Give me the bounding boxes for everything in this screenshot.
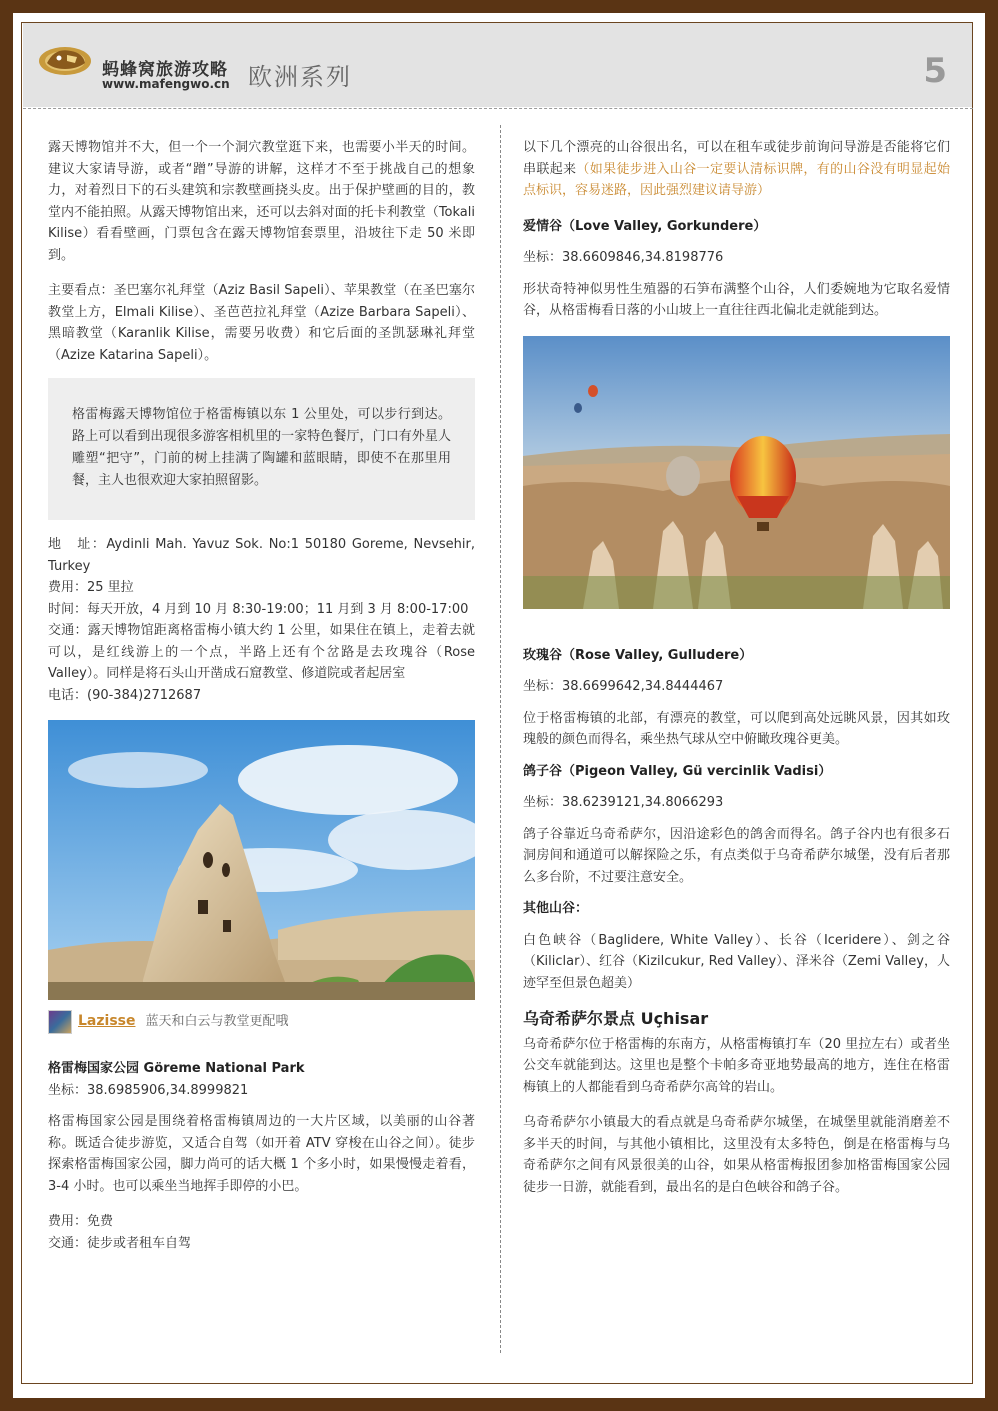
pigeon-valley-title: 鸽子谷（Pigeon Valley, Gü vercinlik Vadisi） — [523, 763, 832, 779]
photo-caption: 蓝天和白云与教堂更配哦 — [145, 1014, 289, 1030]
uchisar-paragraph-1: 乌奇希萨尔位于格雷梅的东南方，从格雷梅镇打车（20 里拉左右）或者坐公交车就能到达。这里也是整个卡帕多奇亚地势最高的地方，连住在格雷梅镇上的人都能看到乌奇希萨尔高耸的岩山。 — [523, 1036, 950, 1095]
museum-paragraph: 露天博物馆并不大，但一个一个洞穴教堂逛下来，也需要小半天的时间。建议大家请导游，或者“蹭”导游的讲解，这样才不至于挑战自己的想象力，对着烈日下的石头建筑和宗教壁画挠头皮。出于保护壁画的目的，教堂内不能拍照。从露天博物馆出来，还可以去斜对面的托卡利教堂（Tokali Kilise）看看壁画，门票包含在露天博物馆套票里，沿坡往下走 50 米即到。 — [48, 140, 475, 263]
valleys-intro-text: 以下几个漂亮的山谷很出名，可以在租车或徒步前询问导游是否能将它们串联起来 — [523, 140, 950, 177]
love-valley-title: 爱情谷（Love Valley, Gorkundere） — [523, 218, 767, 234]
other-valleys-title: 其他山谷： — [523, 901, 589, 916]
hours-line: 时间：每天开放，4 月到 10 月 8:30-19:00；11 月到 3 月 8:00-17:00 — [48, 601, 469, 617]
brand-url[interactable]: www.mafengwo.cn — [102, 77, 230, 91]
rose-valley-description: 位于格雷梅镇的北部，有漂亮的教堂，可以爬到高处远眺风景，因其如玫瑰般的颜色而得名，乘坐热气球从空中俯瞰玫瑰谷更美。 — [523, 710, 950, 747]
fee-line: 费用：25 里拉 — [48, 580, 134, 595]
park-description: 格雷梅国家公园是围绕着格雷梅镇周边的一大片区域，以美丽的山谷著称。既适合徒步游览，又适合自驾（如开着 ATV 穿梭在山谷之间）。徒步探索格雷梅国家公园，脚力尚可的话大概 1 个多小时，如果慢慢走着看，3-4 小时。也可以乘坐当地挥手即停的小巴。 — [48, 1114, 475, 1194]
love-valley-coordinates: 坐标：38.6609846,34.8198776 — [523, 250, 724, 265]
park-coordinates: 坐标：38.6985906,34.8999821 — [48, 1082, 249, 1098]
uchisar-paragraph-2: 乌奇希萨尔小镇最大的看点就是乌奇希萨尔城堡，在城堡里就能消磨差不多半天的时间，与其他小镇相比，这里没有太多特色，倒是在格雷梅与乌奇希萨尔之间有风景很美的山谷，如果从格雷梅报团参加格雷梅国家公园徒步一日游，就能看到，最出名的是白色峡谷和鸽子谷。 — [523, 1115, 950, 1195]
church-rock-photo — [48, 720, 475, 1000]
valleys-intro — [523, 137, 950, 202]
header-divider — [23, 108, 973, 109]
phone-line: 电话：(90-384)2712687 — [48, 687, 202, 703]
other-valleys-description: 白色峡谷（Baglidere, White Valley）、长谷（Iceridere）、剑之谷（Kiliclar）、红谷（Kizilcukur, Red Valley）、泽米谷（Zemi Valley，人迹罕至但景色超美） — [523, 932, 950, 991]
park-fee: 费用：免费 — [48, 1214, 114, 1229]
valleys-warning: （如果徒步进入山谷一定要认清标识牌，有的山谷没有明显起始点标识，容易迷路，因此强烈建议请导游） — [523, 161, 950, 198]
credit-username-link[interactable]: Lazisse — [78, 1013, 136, 1030]
balloon-photo — [523, 336, 950, 609]
pigeon-valley-coordinates: 坐标：38.6239121,34.8066293 — [523, 795, 724, 810]
brand-name: 蚂蜂窝旅游攻略 — [102, 60, 228, 80]
rose-valley-title: 玫瑰谷（Rose Valley, Gulludere） — [523, 647, 753, 663]
series-title: 欧洲系列 — [248, 63, 352, 91]
page — [13, 13, 985, 1398]
love-valley-description: 形状奇特神似男性生殖器的石笋布满整个山谷，人们委婉地为它取名爱情谷，从格雷梅看日落的小山坡上一直往往西北偏北走就能到达。 — [523, 281, 950, 318]
left-column — [48, 137, 475, 1254]
rose-valley-coordinates: 坐标：38.6699642,34.8444467 — [523, 679, 724, 694]
transport-line: 交通：露天博物馆距离格雷梅小镇大约 1 公里，如果住在镇上，走着去就可以，是红线游上的一个点，半路上还有个岔路是去玫瑰谷（Rose Valley）。同样是将石头山开凿成石窟教堂、修道院或者起居室 — [48, 623, 475, 681]
page-number: 5 — [923, 51, 947, 91]
tip-box — [48, 378, 475, 520]
tip-text: 格雷梅露天博物馆位于格雷梅镇以东 1 公里处，可以步行到达。路上可以看到出现很多游客相机里的一家特色餐厅，门口有外星人雕塑“把守”，门前的树上挂满了陶罐和蓝眼睛，即使不在那里用餐，主人也很欢迎大家拍照留影。 — [72, 407, 451, 488]
photo-credit — [48, 1010, 475, 1034]
address-line: 地 址：Aydinli Mah. Yavuz Sok. No:1 50180 Goreme, Nevsehir, Turkey — [48, 537, 475, 574]
mafengwo-logo-icon — [37, 41, 93, 77]
right-column — [523, 137, 950, 1198]
highlights-paragraph: 主要看点：圣巴塞尔礼拜堂（Aziz Basil Sapeli）、苹果教堂（在圣巴塞尔教堂上方，Elmali Kilise）、圣芭芭拉礼拜堂（Azize Barbara Sapeli）、黑暗教堂（Karanlik Kilise，需要另收费）和它后面的圣凯瑟琳礼拜堂（Azize Katarina Sapeli）。 — [48, 283, 475, 363]
park-title: 格雷梅国家公园 Göreme National Park — [48, 1061, 305, 1076]
pigeon-valley-description: 鸽子谷靠近乌奇希萨尔，因沿途彩色的鸽舍而得名。鸽子谷内也有很多石洞房间和通道可以解探险之乐，有点类似于乌奇希萨尔城堡，没有后者那么多台阶，不过要注意安全。 — [523, 826, 950, 885]
park-transport: 交通：徒步或者租车自驾 — [48, 1235, 192, 1251]
column-divider — [500, 125, 501, 1353]
avatar[interactable] — [48, 1010, 72, 1034]
uchisar-title: 乌奇希萨尔景点 Uçhisar — [523, 1009, 709, 1028]
